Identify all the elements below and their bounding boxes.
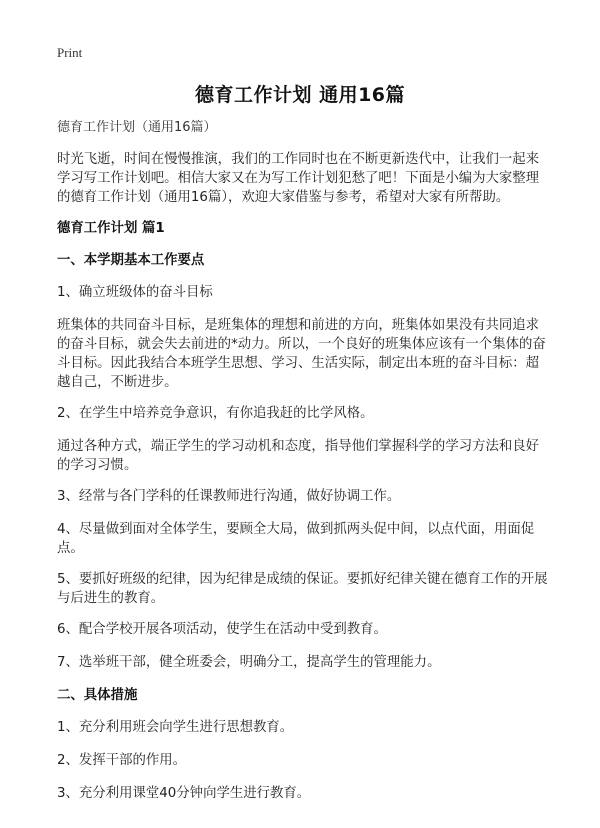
list-item: 1、充分利用班会向学生进行思想教育。 <box>57 720 294 735</box>
print-link[interactable]: Print <box>57 45 83 60</box>
list-item: 3、充分利用课堂40分钟向学生进行教育。 <box>57 786 311 801</box>
part1-heading: 一、本学期基本工作要点 <box>57 253 205 268</box>
list-item: 4、尽量做到面对全体学生，要顾全大局，做到抓两头促中间，以点代面，用面促点。 <box>57 522 535 556</box>
list-item: 2、在学生中培养竞争意识，有你追我赶的比学风格。 <box>57 406 374 421</box>
part2-heading: 二、具体措施 <box>57 688 138 703</box>
list-item: 2、发挥干部的作用。 <box>57 753 187 768</box>
intro-paragraph: 时光飞逝，时间在慢慢推演，我们的工作同时也在不断更新迭代中，让我们一起来学习写工作计划吧。相信大家又在为写工作计划犯愁了吧！下面是小编为大家整理的德育工作计划（通用16篇），欢迎大家借鉴与参考，希望对大家有所帮助。 <box>57 152 540 205</box>
page-title: 德育工作计划 通用16篇 <box>194 84 406 106</box>
list-item: 通过各种方式，端正学生的学习动机和态度，指导他们掌握科学的学习方法和良好的学习习惯。 <box>57 439 540 473</box>
part1-list <box>57 283 549 672</box>
part2-list <box>57 718 549 803</box>
section-title: 德育工作计划 篇1 <box>57 221 165 236</box>
list-item: 7、选举班干部，健全班委会，明确分工，提高学生的管理能力。 <box>57 655 441 670</box>
list-item: 3、经常与各门学科的任课教师进行沟通，做好协调工作。 <box>57 489 401 504</box>
list-item: 班集体的共同奋斗目标，是班集体的理想和前进的方向，班集体如果没有共同追求的奋斗目标，就会失去前进的*动力。所以，一个良好的班集体应该有一个集体的奋斗目标。因此我结合本班学生思想、学习、生活实际，制定出本班的奋斗目标：超越自己，不断进步。 <box>57 318 546 390</box>
document-body <box>57 118 549 817</box>
list-item: 1、确立班级体的奋斗目标 <box>57 285 213 300</box>
list-item: 5、要抓好班级的纪律，因为纪律是成绩的保证。要抓好纪律关键在德育工作的开展与后进生的教育。 <box>57 572 548 606</box>
list-item: 6、配合学校开展各项活动，使学生在活动中受到教育。 <box>57 622 387 637</box>
document-subtitle: 德育工作计划（通用16篇） <box>57 120 217 135</box>
